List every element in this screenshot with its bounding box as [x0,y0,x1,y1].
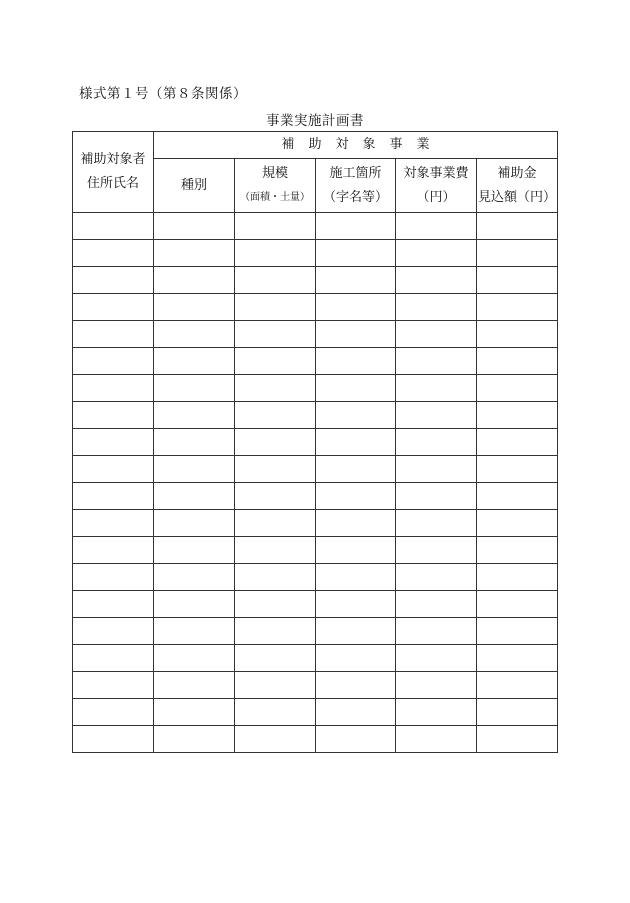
type-cell [154,429,235,456]
scale-cell [235,456,316,483]
table-row [73,672,558,699]
type-cell [154,618,235,645]
type-cell [154,564,235,591]
type-cell [154,699,235,726]
table-row [73,213,558,240]
type-cell [154,645,235,672]
scale-cell [235,699,316,726]
applicant-cell [73,537,154,564]
project-cost-cell [396,564,477,591]
applicant-cell [73,726,154,753]
type-cell [154,240,235,267]
subsidy-cell [477,348,558,375]
table-row [73,591,558,618]
table-row [73,294,558,321]
applicant-cell [73,672,154,699]
scale-cell [235,726,316,753]
type-cell [154,267,235,294]
scale-cell [235,618,316,645]
applicant-header-line1: 補助対象者 [80,152,146,167]
table-row [73,483,558,510]
project-cost-cell [396,618,477,645]
project-cost-cell [396,348,477,375]
subsidy-cell [477,564,558,591]
column-header-subsidy-label: 補助金 [497,165,537,181]
column-header-type [154,159,235,213]
applicant-header-cell [73,132,154,213]
table-row [73,267,558,294]
subsidy-cell [477,402,558,429]
subsidy-cell [477,321,558,348]
applicant-cell [73,240,154,267]
project-cost-cell [396,321,477,348]
table-row [73,537,558,564]
scale-cell [235,672,316,699]
location-cell [316,429,396,456]
project-cost-cell [396,510,477,537]
scale-cell [235,510,316,537]
location-cell [316,402,396,429]
project-cost-cell [396,375,477,402]
scale-cell [235,375,316,402]
applicant-header-line2: 住所氏名 [86,176,139,191]
scale-cell [235,537,316,564]
column-header-project-cost-sublabel: （円） [416,189,456,205]
subsidy-cell [477,699,558,726]
column-header-location [316,159,396,213]
applicant-cell [73,348,154,375]
table-row [73,456,558,483]
subsidy-cell [477,537,558,564]
scale-cell [235,321,316,348]
location-cell [316,375,396,402]
subsidy-cell [477,294,558,321]
table-row [73,240,558,267]
applicant-cell [73,591,154,618]
subsidy-cell [477,591,558,618]
subsidy-cell [477,429,558,456]
location-cell [316,672,396,699]
column-header-subsidy-sublabel: 見込額（円） [478,189,557,205]
type-cell [154,672,235,699]
applicant-cell [73,402,154,429]
column-header-scale-label: 規模 [261,165,288,181]
column-header-type-label: 種別 [180,177,207,193]
subsidy-cell [477,267,558,294]
location-cell [316,564,396,591]
applicant-cell [73,267,154,294]
project-cost-cell [396,699,477,726]
type-cell [154,294,235,321]
location-cell [316,213,396,240]
scale-cell [235,240,316,267]
location-cell [316,591,396,618]
table-row [73,618,558,645]
location-cell [316,267,396,294]
subsidy-cell [477,618,558,645]
subsidy-cell [477,375,558,402]
subsidy-cell [477,510,558,537]
group-header-label: 補助対象事業 [281,137,444,152]
applicant-cell [73,483,154,510]
project-cost-cell [396,429,477,456]
header-row-1 [73,132,558,159]
scale-cell [235,429,316,456]
table-row [73,429,558,456]
scale-cell [235,645,316,672]
applicant-cell [73,456,154,483]
project-cost-cell [396,483,477,510]
type-cell [154,510,235,537]
project-cost-cell [396,645,477,672]
type-cell [154,402,235,429]
type-cell [154,321,235,348]
subsidy-cell [477,240,558,267]
project-cost-cell [396,672,477,699]
project-cost-cell [396,726,477,753]
applicant-cell [73,294,154,321]
type-cell [154,537,235,564]
type-cell [154,348,235,375]
location-cell [316,618,396,645]
applicant-cell [73,564,154,591]
form-number: 様式第１号（第８条関係） [79,86,247,102]
project-cost-cell [396,591,477,618]
table-row [73,699,558,726]
applicant-cell [73,645,154,672]
applicant-cell [73,510,154,537]
project-cost-cell [396,240,477,267]
project-cost-cell [396,294,477,321]
column-header-scale [235,159,316,213]
scale-cell [235,267,316,294]
document-title: 事業実施計画書 [266,113,364,129]
subsidy-cell [477,483,558,510]
applicant-cell [73,375,154,402]
location-cell [316,726,396,753]
table-row [73,726,558,753]
type-cell [154,213,235,240]
location-cell [316,645,396,672]
column-header-subsidy [477,159,558,213]
column-header-location-sublabel: （字名等） [322,189,388,205]
type-cell [154,726,235,753]
applicant-cell [73,429,154,456]
column-header-project-cost-label: 対象事業費 [403,165,469,181]
type-cell [154,483,235,510]
applicant-cell [73,699,154,726]
table-row [73,375,558,402]
location-cell [316,699,396,726]
table-row [73,564,558,591]
location-cell [316,294,396,321]
location-cell [316,348,396,375]
column-header-location-label: 施工箇所 [329,165,382,181]
applicant-cell [73,618,154,645]
scale-cell [235,402,316,429]
scale-cell [235,564,316,591]
scale-cell [235,294,316,321]
table-row [73,348,558,375]
project-cost-cell [396,402,477,429]
subsidy-cell [477,645,558,672]
project-cost-cell [396,537,477,564]
subsidy-cell [477,213,558,240]
type-cell [154,375,235,402]
location-cell [316,321,396,348]
scale-cell [235,348,316,375]
project-cost-cell [396,213,477,240]
table-row [73,321,558,348]
location-cell [316,240,396,267]
scale-cell [235,483,316,510]
subsidy-cell [477,672,558,699]
column-header-project-cost [396,159,477,213]
table-row [73,510,558,537]
group-header-cell [154,132,558,159]
table-row [73,645,558,672]
table-row [73,402,558,429]
type-cell [154,591,235,618]
location-cell [316,510,396,537]
applicant-cell [73,321,154,348]
project-cost-cell [396,267,477,294]
scale-cell [235,213,316,240]
scale-cell [235,591,316,618]
subsidy-cell [477,726,558,753]
plan-table [72,131,558,753]
project-cost-cell [396,456,477,483]
location-cell [316,483,396,510]
location-cell [316,537,396,564]
type-cell [154,456,235,483]
column-header-scale-sublabel: （面積・土量） [240,191,310,203]
applicant-cell [73,213,154,240]
subsidy-cell [477,456,558,483]
location-cell [316,456,396,483]
